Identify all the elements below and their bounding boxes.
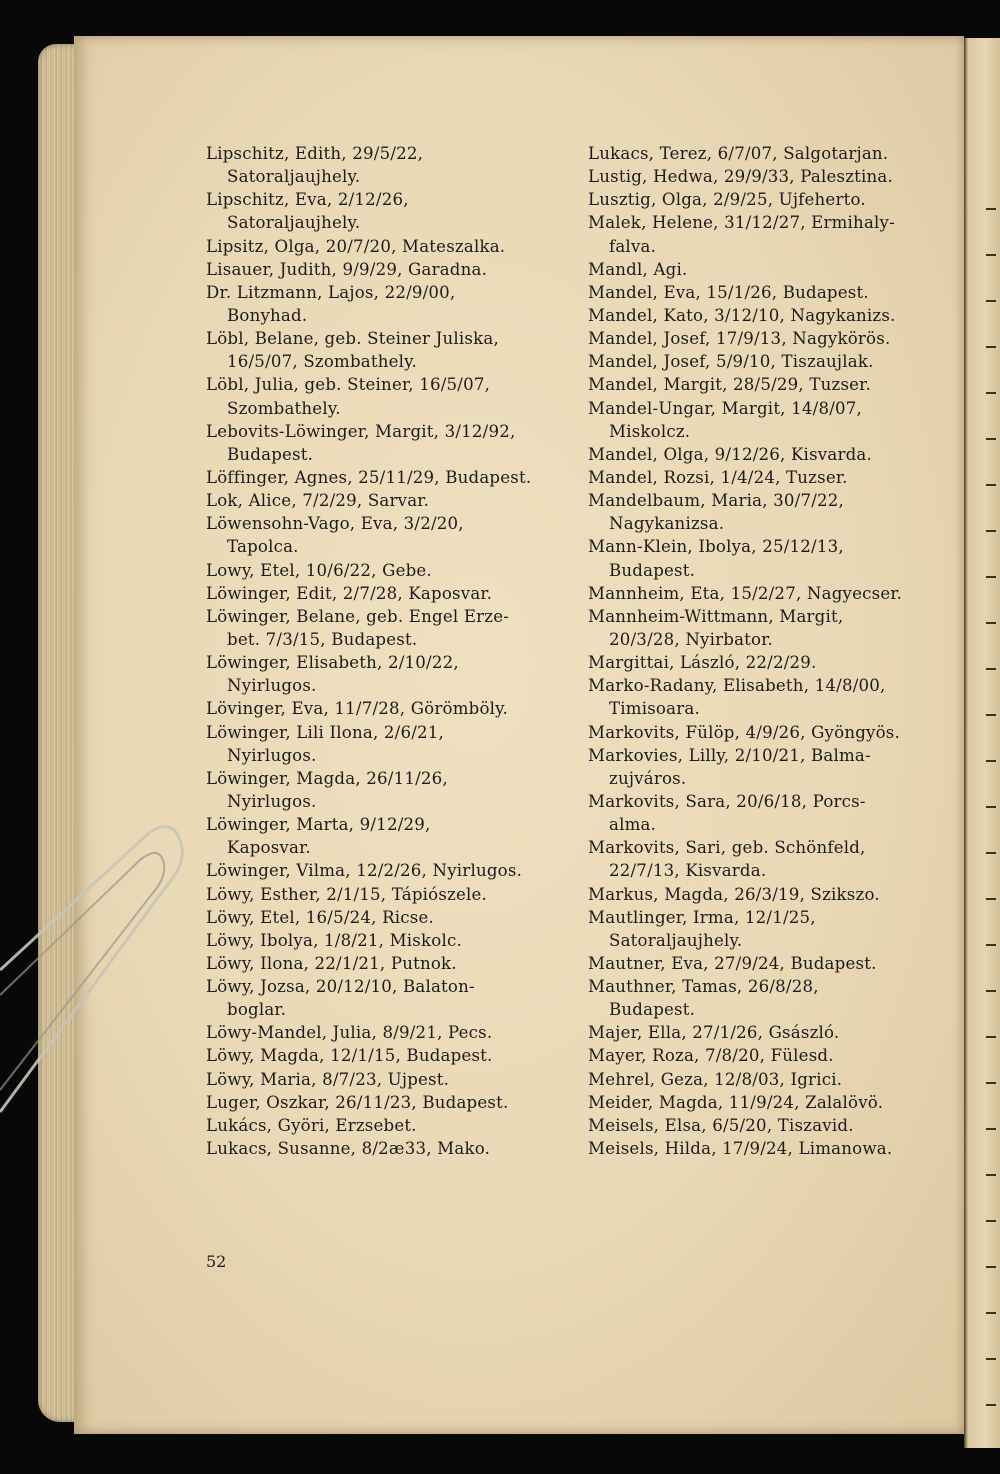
entry-continuation-line: Satoraljaujhely. bbox=[609, 930, 743, 950]
entry-continuation-line: 16/5/07, Szombathely. bbox=[227, 352, 417, 372]
entry-line: Löwy, Ilona, 22/1/21, Putnok. bbox=[206, 953, 457, 973]
entry-continuation-line: Budapest. bbox=[609, 560, 696, 580]
entry-continuation-line: Nyirlugos. bbox=[227, 676, 317, 696]
entry-line: Mandel, Margit, 28/5/29, Tuzser. bbox=[588, 375, 871, 395]
entry-continuation-line: boglar. bbox=[227, 1000, 287, 1020]
entry-line: Lipschitz, Edith, 29/5/22, bbox=[206, 144, 424, 163]
entry-line: Markovits, Fülöp, 4/9/26, Gyöngyös. bbox=[588, 722, 900, 742]
entry-line: Lövinger, Eva, 11/7/28, Görömböly. bbox=[206, 699, 508, 719]
entry-line: Markus, Magda, 26/3/19, Szikszo. bbox=[588, 884, 880, 904]
entry-line: Mandl, Agi. bbox=[588, 259, 688, 279]
right-column bbox=[588, 142, 960, 1160]
edge-tick bbox=[986, 714, 996, 716]
entry-line: Lok, Alice, 7/2/29, Sarvar. bbox=[206, 491, 430, 511]
entry-line: Löwinger, Vilma, 12/2/26, Nyirlugos. bbox=[206, 861, 523, 881]
entry-line: Mannheim, Eta, 15/2/27, Nagyecser. bbox=[588, 583, 903, 603]
entry-continuation-line: bet. 7/3/15, Budapest. bbox=[227, 629, 418, 649]
entry-line: Mandel, Rozsi, 1/4/24, Tuzser. bbox=[588, 467, 848, 487]
entry-line: Lukacs, Terez, 6/7/07, Salgotarjan. bbox=[588, 144, 889, 163]
edge-tick bbox=[986, 1128, 996, 1130]
entry-line: Löwinger, Marta, 9/12/29, bbox=[206, 815, 431, 835]
edge-tick bbox=[986, 1358, 996, 1360]
entry-continuation-line: Kaposvar. bbox=[227, 838, 311, 858]
left-column bbox=[206, 142, 576, 1160]
edge-tick bbox=[986, 530, 996, 532]
edge-tick bbox=[986, 346, 996, 348]
entry-line: Mann-Klein, Ibolya, 25/12/13, bbox=[588, 537, 844, 557]
entry-line: Meider, Magda, 11/9/24, Zalalövö. bbox=[588, 1092, 884, 1112]
entry-continuation-line: falva. bbox=[609, 236, 657, 256]
edge-tick bbox=[986, 300, 996, 302]
entry-line: Mandel, Eva, 15/1/26, Budapest. bbox=[588, 282, 869, 302]
edge-tick bbox=[986, 944, 996, 946]
edge-tick bbox=[986, 806, 996, 808]
entry-line: Lusztig, Olga, 2/9/25, Ujfeherto. bbox=[588, 190, 866, 210]
entry-line: Löwy, Esther, 2/1/15, Tápiószele. bbox=[206, 884, 488, 904]
entry-continuation-line: 20/3/28, Nyirbator. bbox=[609, 629, 774, 649]
entry-line: Löwinger, Belane, geb. Engel Erze- bbox=[206, 606, 510, 626]
entry-line: Lukacs, Susanne, 8/2æ33, Mako. bbox=[206, 1139, 491, 1159]
entry-line: Mandel, Olga, 9/12/26, Kisvarda. bbox=[588, 444, 872, 464]
paper-clip-icon bbox=[0, 820, 200, 1120]
edge-tick bbox=[986, 1404, 996, 1406]
edge-tick bbox=[986, 1266, 996, 1268]
edge-tick bbox=[986, 392, 996, 394]
entry-line: Markovies, Lilly, 2/10/21, Balma- bbox=[588, 745, 871, 765]
entry-line: Mautner, Eva, 27/9/24, Budapest. bbox=[588, 953, 877, 973]
entry-line: Löwy, Jozsa, 20/12/10, Balaton- bbox=[206, 977, 475, 997]
entry-line: Mehrel, Geza, 12/8/03, Igrici. bbox=[588, 1069, 843, 1089]
entry-line: Lukács, Györi, Erzsebet. bbox=[206, 1115, 417, 1135]
entry-line: Dr. Litzmann, Lajos, 22/9/00, bbox=[206, 282, 456, 302]
entry-line: Majer, Ella, 27/1/26, Gsászló. bbox=[588, 1023, 840, 1043]
edge-tick bbox=[986, 760, 996, 762]
entry-line: Mauthner, Tamas, 26/8/28, bbox=[588, 977, 819, 997]
entry-continuation-line: 22/7/13, Kisvarda. bbox=[609, 861, 767, 881]
entry-line: Löffinger, Agnes, 25/11/29, Budapest. bbox=[206, 467, 532, 487]
entry-line: Markovits, Sara, 20/6/18, Porcs- bbox=[588, 791, 866, 811]
entry-line: Mandelbaum, Maria, 30/7/22, bbox=[588, 491, 845, 511]
entry-continuation-line: Budapest. bbox=[227, 444, 314, 464]
entry-line: Meisels, Elsa, 6/5/20, Tiszavid. bbox=[588, 1115, 854, 1135]
edge-tick bbox=[986, 990, 996, 992]
entry-continuation-line: alma. bbox=[609, 815, 657, 835]
entry-line: Lustig, Hedwa, 29/9/33, Palesztina. bbox=[588, 167, 893, 187]
entry-line: Markovits, Sari, geb. Schönfeld, bbox=[588, 838, 866, 858]
entry-line: Löbl, Belane, geb. Steiner Juliska, bbox=[206, 329, 499, 349]
entry-line: Löwinger, Elisabeth, 2/10/22, bbox=[206, 653, 459, 673]
entry-line: Löwy-Mandel, Julia, 8/9/21, Pecs. bbox=[206, 1023, 493, 1043]
edge-tick bbox=[986, 1082, 996, 1084]
entry-line: Meisels, Hilda, 17/9/24, Limanowa. bbox=[588, 1139, 893, 1159]
entry-line: Löwy, Magda, 12/1/15, Budapest. bbox=[206, 1046, 493, 1066]
entry-line: Marko-Radany, Elisabeth, 14/8/00, bbox=[588, 676, 886, 696]
edge-tick bbox=[986, 668, 996, 670]
page-number: 52 bbox=[206, 1252, 227, 1271]
entry-line: Löbl, Julia, geb. Steiner, 16/5/07, bbox=[206, 375, 491, 395]
edge-tick bbox=[986, 1036, 996, 1038]
entry-line: Löwensohn-Vago, Eva, 3/2/20, bbox=[206, 514, 464, 534]
entry-line: Löwinger, Magda, 26/11/26, bbox=[206, 768, 448, 788]
entry-line: Mautlinger, Irma, 12/1/25, bbox=[588, 907, 816, 927]
edge-tick bbox=[986, 852, 996, 854]
entry-continuation-line: Timisoara. bbox=[609, 699, 700, 719]
edge-tick bbox=[986, 254, 996, 256]
entry-continuation-line: Szombathely. bbox=[227, 398, 341, 418]
entry-continuation-line: Satoraljaujhely. bbox=[227, 167, 361, 187]
edge-tick bbox=[986, 1220, 996, 1222]
entry-line: Löwinger, Lili Ilona, 2/6/21, bbox=[206, 722, 444, 742]
entry-line: Löwy, Ibolya, 1/8/21, Miskolc. bbox=[206, 930, 462, 950]
entry-line: Lipschitz, Eva, 2/12/26, bbox=[206, 190, 409, 210]
entry-continuation-line: Budapest. bbox=[609, 1000, 696, 1020]
entry-line: Mandel, Josef, 17/9/13, Nagykörös. bbox=[588, 329, 891, 349]
entry-continuation-line: Nagykanizsa. bbox=[609, 514, 725, 534]
entry-line: Mandel, Kato, 3/12/10, Nagykanizs. bbox=[588, 305, 896, 325]
entry-continuation-line: Tapolca. bbox=[227, 537, 299, 557]
entry-line: Mandel-Ungar, Margit, 14/8/07, bbox=[588, 398, 862, 418]
edge-tick bbox=[986, 1312, 996, 1314]
entry-line: Löwy, Etel, 16/5/24, Ricse. bbox=[206, 907, 435, 927]
edge-tick bbox=[986, 484, 996, 486]
entry-line: Lowy, Etel, 10/6/22, Gebe. bbox=[206, 560, 432, 580]
edge-tick bbox=[986, 438, 996, 440]
entry-line: Mandel, Josef, 5/9/10, Tiszaujlak. bbox=[588, 352, 874, 372]
edge-tick bbox=[986, 1174, 996, 1176]
entry-continuation-line: Miskolcz. bbox=[609, 421, 691, 441]
entry-line: Mannheim-Wittmann, Margit, bbox=[588, 606, 844, 626]
entry-line: Lebovits-Löwinger, Margit, 3/12/92, bbox=[206, 421, 516, 441]
entry-line: Mayer, Roza, 7/8/20, Fülesd. bbox=[588, 1046, 834, 1066]
entry-line: Lipsitz, Olga, 20/7/20, Mateszalka. bbox=[206, 236, 506, 256]
facing-page-edge bbox=[964, 38, 1000, 1448]
edge-tick bbox=[986, 898, 996, 900]
entry-continuation-line: Satoraljaujhely. bbox=[227, 213, 361, 233]
edge-tick bbox=[986, 576, 996, 578]
edge-tick bbox=[986, 622, 996, 624]
entry-continuation-line: Bonyhad. bbox=[227, 305, 308, 325]
entry-line: Margittai, László, 22/2/29. bbox=[588, 653, 817, 673]
entry-continuation-line: Nyirlugos. bbox=[227, 791, 317, 811]
entry-line: Luger, Oszkar, 26/11/23, Budapest. bbox=[206, 1092, 509, 1112]
entry-continuation-line: zujváros. bbox=[609, 768, 687, 788]
entry-line: Löwinger, Edit, 2/7/28, Kaposvar. bbox=[206, 583, 493, 603]
entry-line: Lisauer, Judith, 9/9/29, Garadna. bbox=[206, 259, 488, 279]
entry-line: Löwy, Maria, 8/7/23, Ujpest. bbox=[206, 1069, 450, 1089]
edge-tick bbox=[986, 208, 996, 210]
entry-line: Malek, Helene, 31/12/27, Ermihaly- bbox=[588, 213, 895, 233]
entry-continuation-line: Nyirlugos. bbox=[227, 745, 317, 765]
